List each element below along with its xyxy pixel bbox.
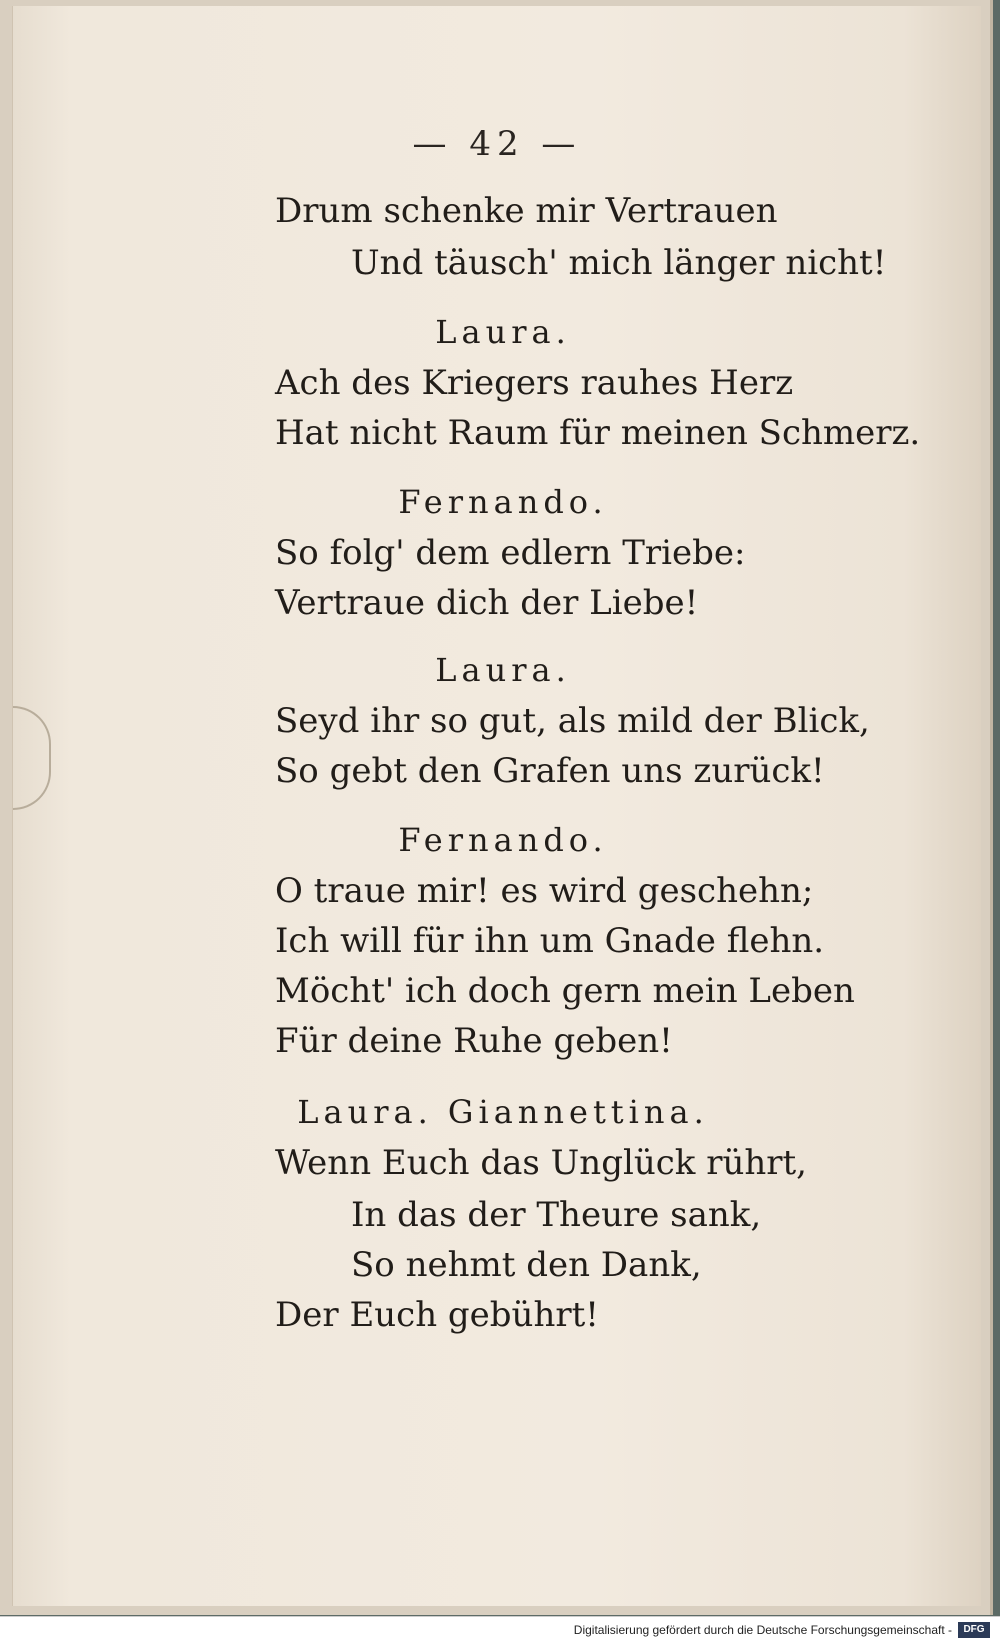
verse-line: Ach des Kriegers rauhes Herz <box>275 363 794 403</box>
dfg-logo: DFG <box>958 1622 990 1638</box>
page-clip <box>13 706 51 810</box>
verse-line: Ich will für ihn um Gnade flehn. <box>275 921 825 961</box>
verse-line: So gebt den Grafen uns zurück! <box>275 751 825 791</box>
speaker-name: Fernando. <box>398 821 608 859</box>
speaker-name: Laura. Giannettina. <box>297 1093 709 1131</box>
speaker-name: Laura. <box>435 651 571 689</box>
verse-line: So folg' dem edlern Triebe: <box>275 533 746 573</box>
verse-line: Seyd ihr so gut, als mild der Blick, <box>275 701 870 741</box>
verse-line: Drum schenke mir Vertrauen <box>275 191 778 231</box>
speaker-name: Fernando. <box>398 483 608 521</box>
verse-line: Und täusch' mich länger nicht! <box>351 243 887 283</box>
footer-credit: Digitalisierung gefördert durch die Deutsche Forschungsgemeinschaft - <box>573 1623 952 1637</box>
verse-line: Der Euch gebührt! <box>275 1295 599 1335</box>
verse-line: Vertraue dich der Liebe! <box>275 583 699 623</box>
verse-line: O traue mir! es wird geschehn; <box>275 871 814 911</box>
verse-line: In das der Theure sank, <box>351 1195 762 1235</box>
verse-line: Wenn Euch das Unglück rührt, <box>275 1143 807 1183</box>
footer-bar <box>0 1616 1000 1645</box>
verse-line: Möcht' ich doch gern mein Leben <box>275 971 855 1011</box>
verse-line: Für deine Ruhe geben! <box>275 1021 673 1061</box>
page-number: — 42 — <box>412 124 582 164</box>
verse-line: So nehmt den Dank, <box>351 1245 702 1285</box>
speaker-name: Laura. <box>435 313 571 351</box>
verse-line: Hat nicht Raum für meinen Schmerz. <box>275 413 921 453</box>
book-page <box>12 6 981 1606</box>
